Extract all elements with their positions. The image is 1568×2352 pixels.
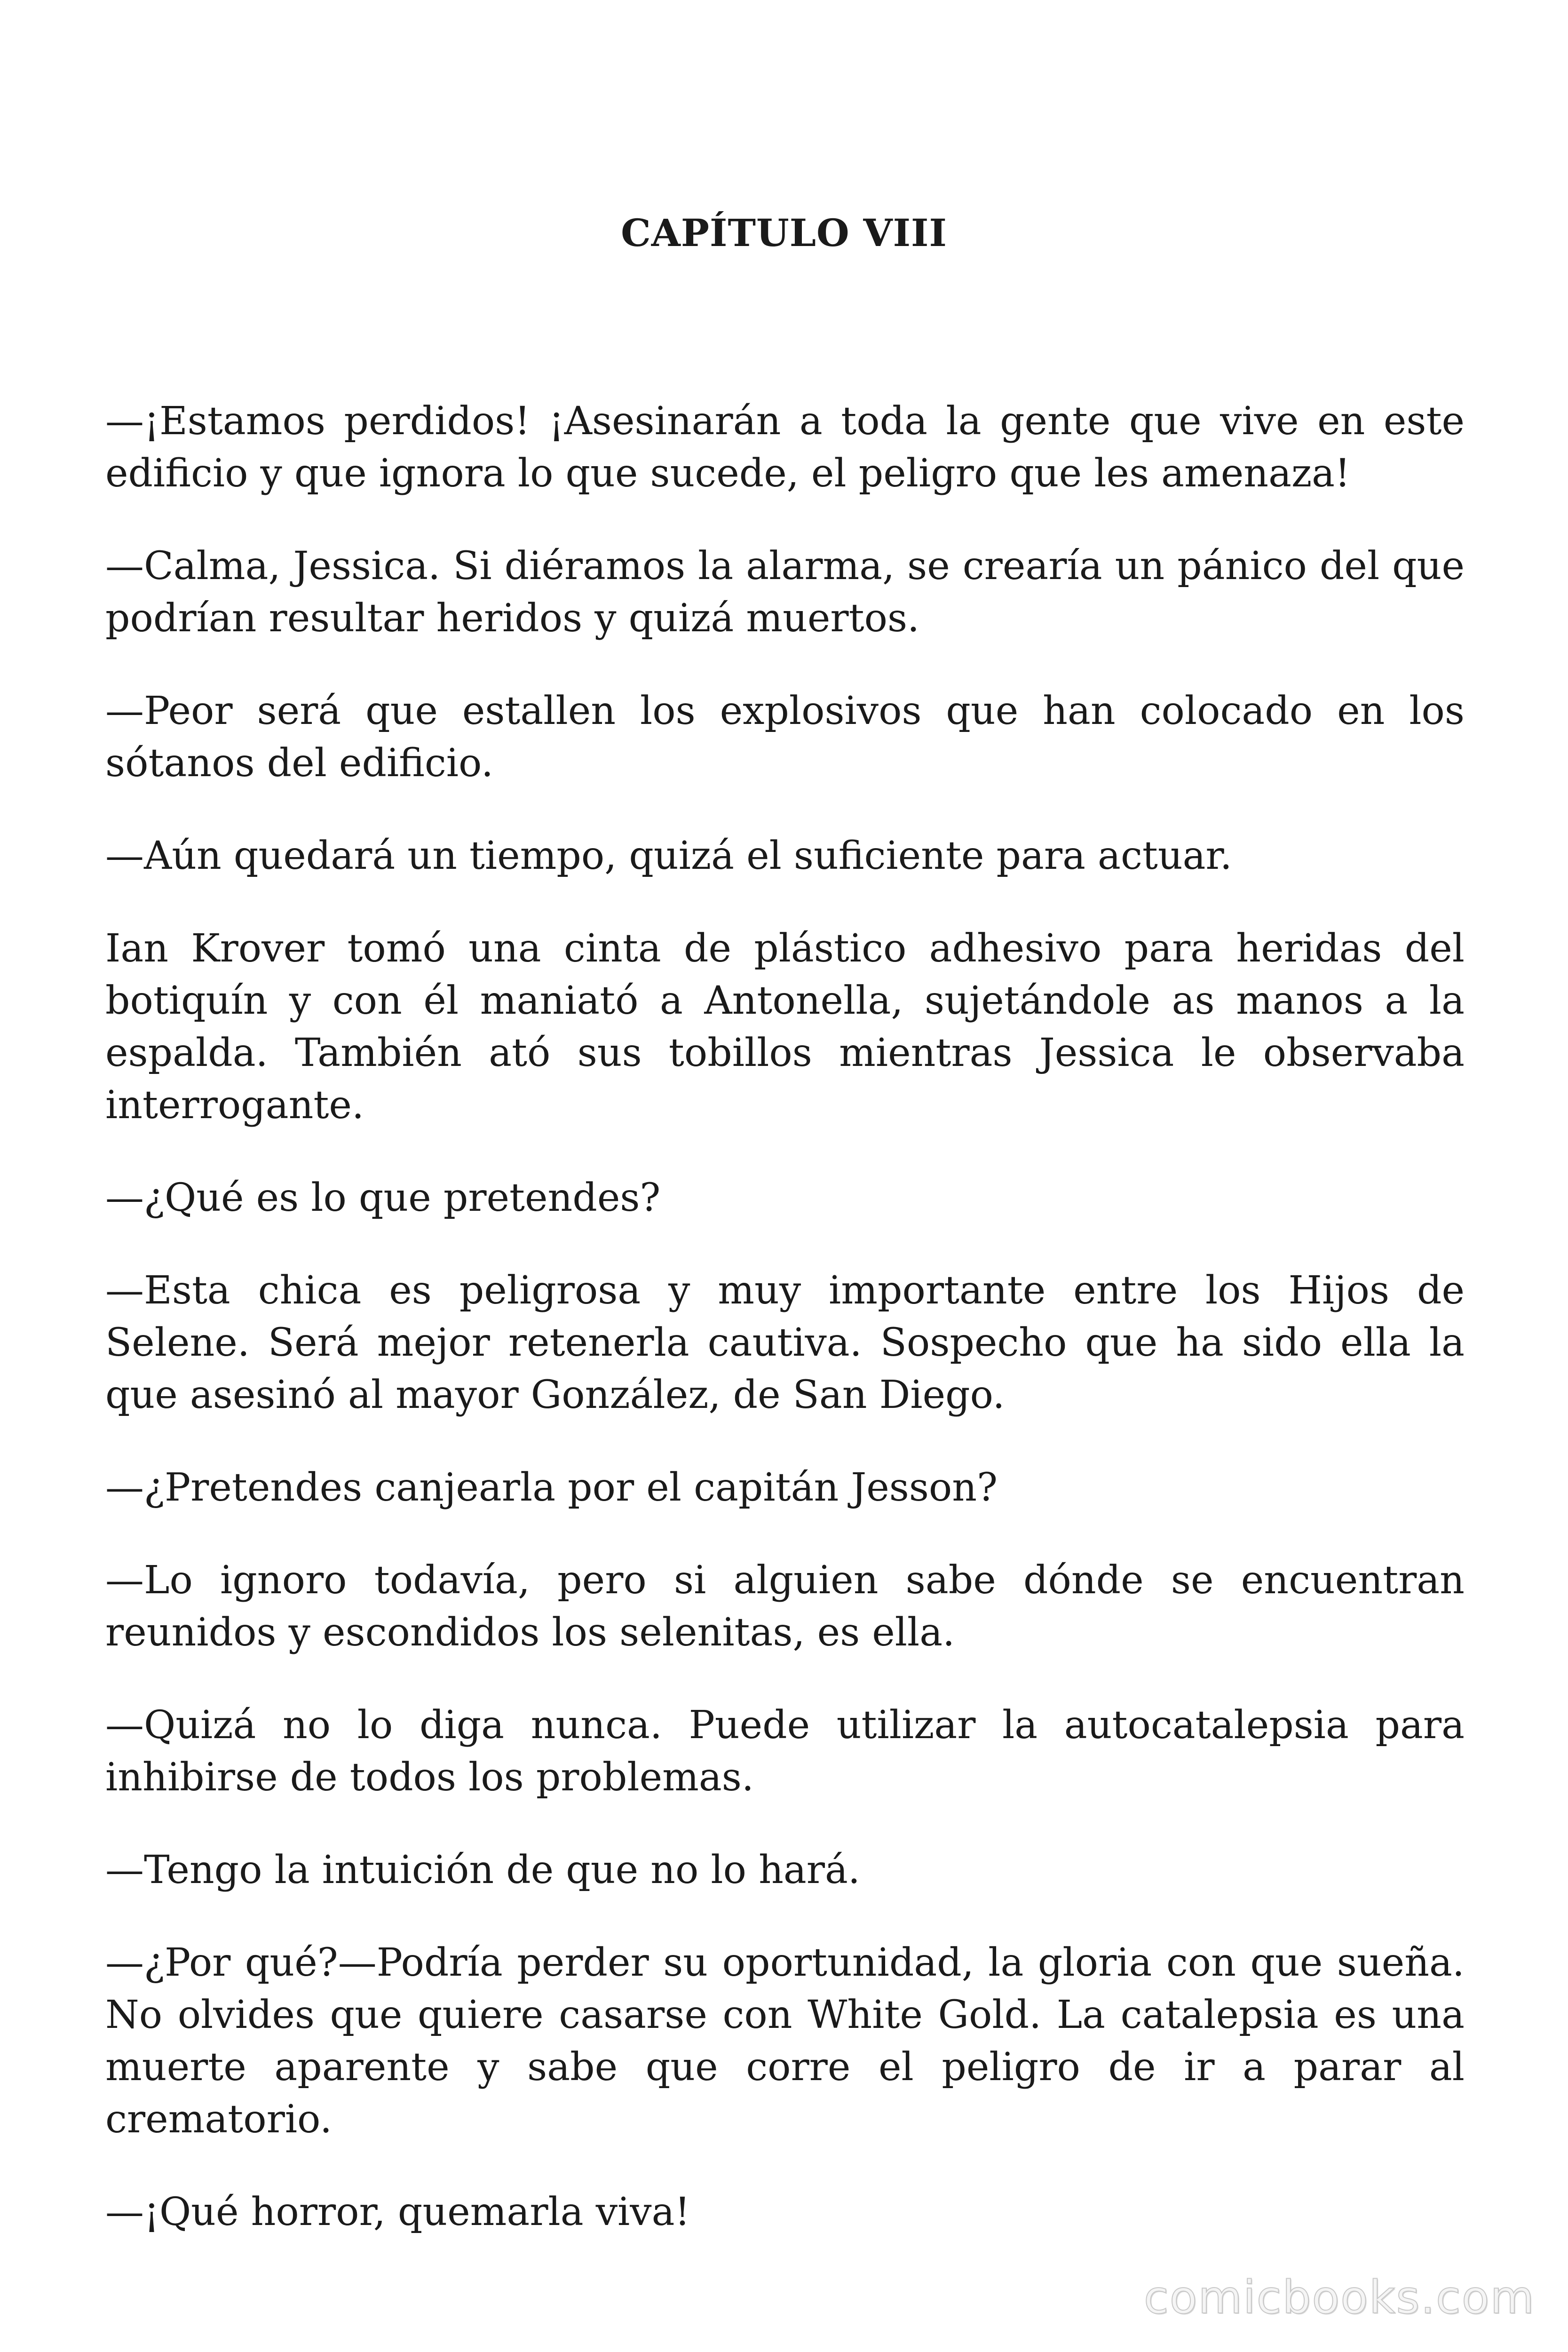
watermark: comicbooks.com xyxy=(1143,2271,1535,2324)
paragraph: —¿Pretendes canjearla por el capitán Jesson? xyxy=(105,1465,998,1510)
paragraph: —Quizá no lo diga nunca. Puede utilizar la autocatalepsia para inhibirse de todos los problemas. xyxy=(105,1703,1465,1800)
chapter-title: CAPÍTULO VIII xyxy=(621,211,947,255)
chapter-body xyxy=(105,395,1465,2238)
paragraph: —¿Por qué?—Podría perder su oportunidad, la gloria con que sueña. No olvides que quiere casarse con White Gold. La catalepsia es una muerte aparente y sabe que corre el peligro de ir a parar al crematorio. xyxy=(105,1940,1465,2142)
paragraph: —Lo ignoro todavía, pero si alguien sabe dónde se encuentran reunidos y escondidos los selenitas, es ella. xyxy=(105,1558,1465,1655)
paragraph: —Tengo la intuición de que no lo hará. xyxy=(105,1848,860,1892)
paragraph: —Calma, Jessica. Si diéramos la alarma, se crearía un pánico del que podrían resultar heridos y quizá muertos. xyxy=(105,544,1465,641)
paragraph: —Esta chica es peligrosa y muy importante entre los Hijos de Selene. Será mejor retenerla cautiva. Sospecho que ha sido ella la que asesinó al mayor González, de San Diego. xyxy=(105,1268,1465,1417)
paragraph: —¡Estamos perdidos! ¡Asesinarán a toda la gente que vive en este edificio y que ignora lo que sucede, el peligro que les amenaza! xyxy=(105,399,1465,496)
paragraph: Ian Krover tomó una cinta de plástico adhesivo para heridas del botiquín y con él maniató a Antonella, sujetándole as manos a la espalda. También ató sus tobillos mientras Jessica le observaba interrogante. xyxy=(105,926,1465,1128)
paragraph: —¡Qué horror, quemarla viva! xyxy=(105,2190,690,2234)
paragraph: —Peor será que estallen los explosivos que han colocado en los sótanos del edificio. xyxy=(105,689,1465,786)
paragraph: —¿Qué es lo que pretendes? xyxy=(105,1176,661,1220)
paragraph: —Aún quedará un tiempo, quizá el suficiente para actuar. xyxy=(105,834,1232,878)
